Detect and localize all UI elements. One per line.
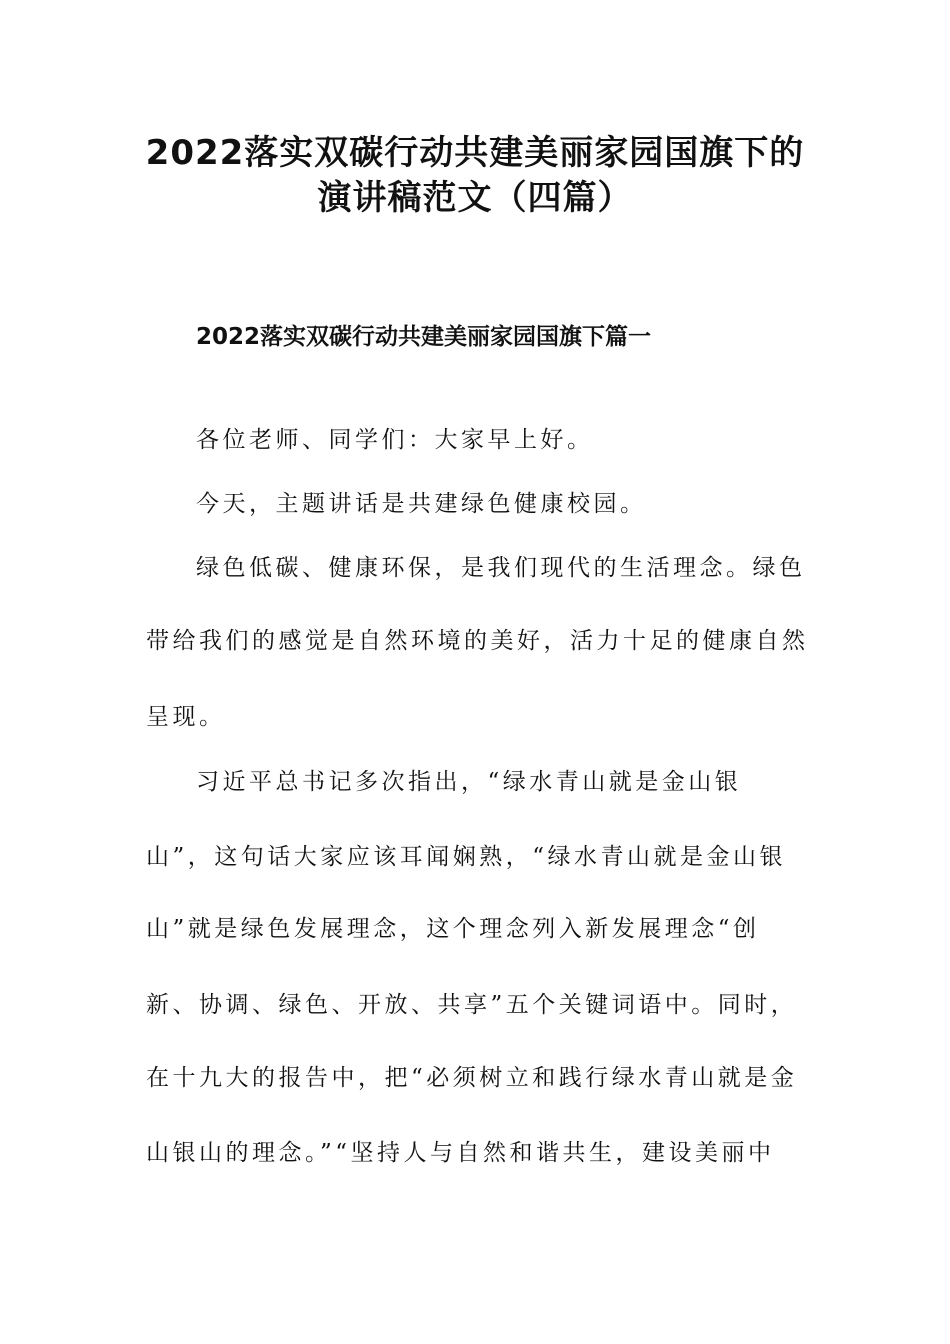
document-title-line-2: 演讲稿范文（四篇） xyxy=(317,178,633,218)
body-line: 习近平总书记多次指出，“绿水青山就是金山银 xyxy=(196,769,742,795)
body-line: 今天，主题讲话是共建绿色健康校园。 xyxy=(196,491,647,517)
document-title-line-1: 2022落实双碳行动共建美丽家园国旗下的 xyxy=(145,133,805,173)
section-heading: 2022落实双碳行动共建美丽家园国旗下篇一 xyxy=(196,324,652,350)
body-line: 绿色低碳、健康环保，是我们现代的生活理念。绿色 xyxy=(196,555,806,581)
body-line: 在十九大的报告中，把“必须树立和践行绿水青山就是金 xyxy=(146,1065,798,1091)
body-line: 山”就是绿色发展理念，这个理念列入新发展理念“创 xyxy=(146,916,760,942)
body-line: 呈现。 xyxy=(146,704,226,730)
body-line: 各位老师、同学们：大家早上好。 xyxy=(196,427,594,453)
body-line: 新、协调、绿色、开放、共享”五个关键词语中。同时， xyxy=(146,992,798,1018)
body-line: 山银山的理念。”“坚持人与自然和谐共生，建设美丽中 xyxy=(146,1140,775,1166)
body-line: 山”，这句话大家应该耳闻娴熟，“绿水青山就是金山银 xyxy=(146,844,787,870)
body-line: 带给我们的感觉是自然环境的美好，活力十足的健康自然 xyxy=(146,628,809,654)
